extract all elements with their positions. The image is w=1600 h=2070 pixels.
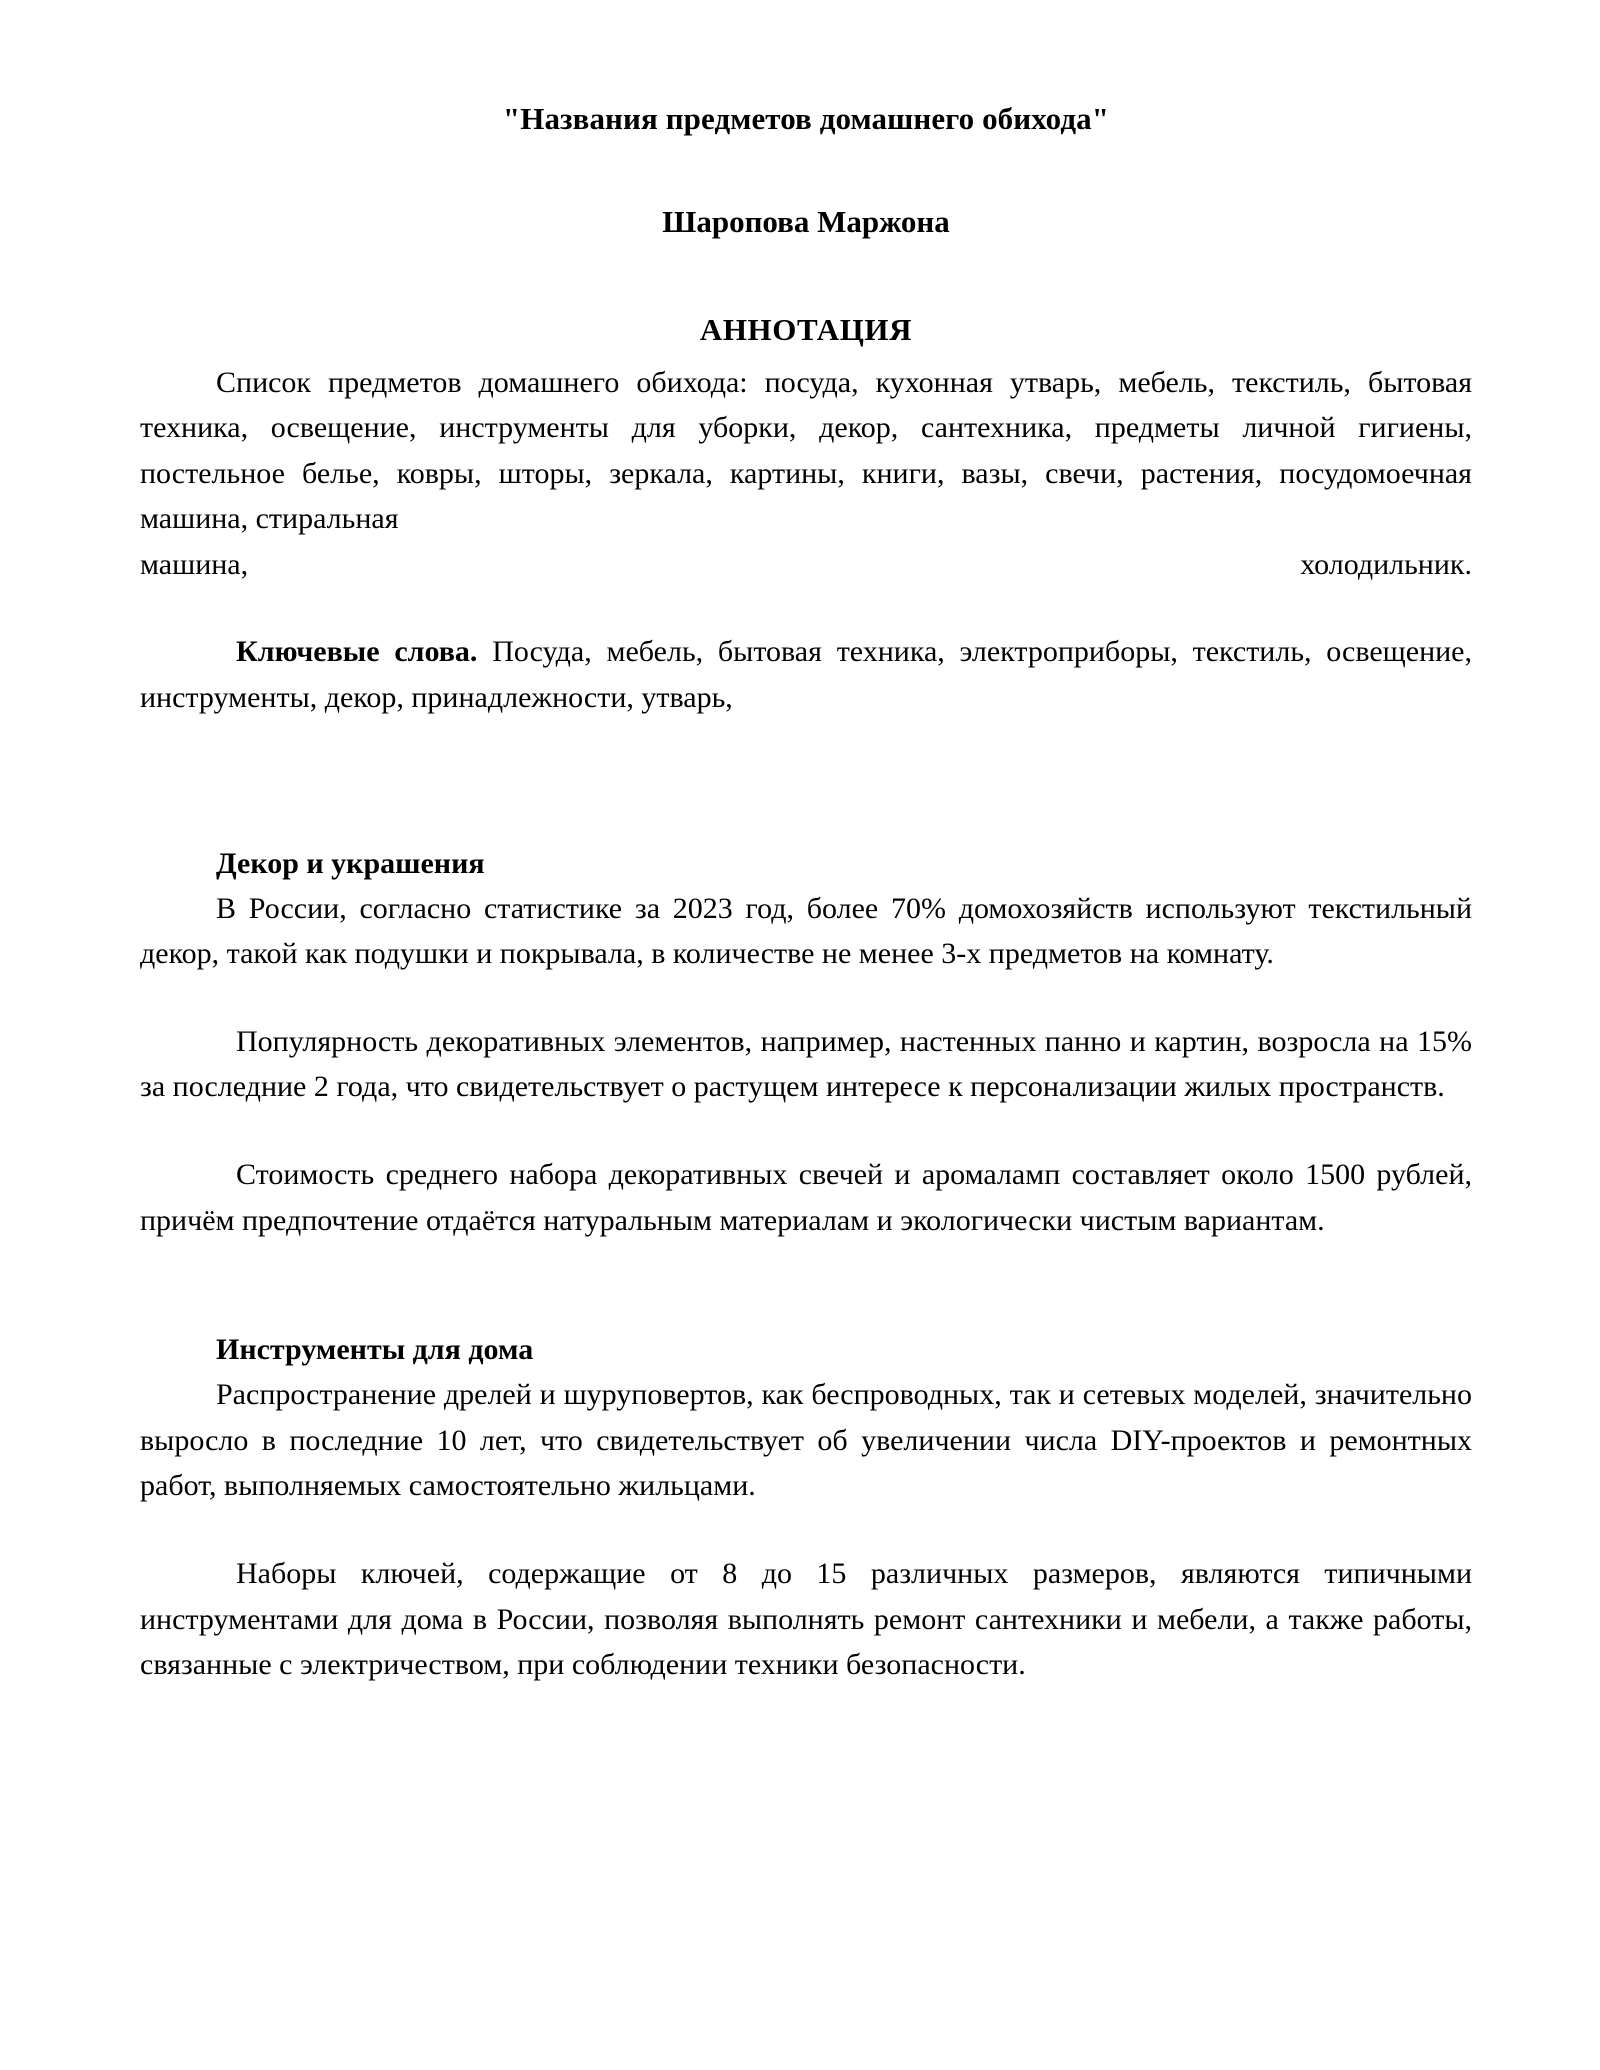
page-title: "Названия предметов домашнего обихода" <box>502 101 1110 136</box>
tools-paragraph-2: Наборы ключей, содержащие от 8 до 15 различных размеров, являются типичными инструментами для дома в России, позволяя выполнять ремонт сантехники и мебели, а также работы, связанные с электричеством, при соблюдении техники безопасности. <box>140 1557 1472 1682</box>
decor-paragraph-1: В России, согласно статистике за 2023 год, более 70% домохозяйств используют текстильный декор, такой как подушки и покрывала, в количестве не менее 3-х предметов на комнату. <box>140 891 1472 971</box>
abstract-paragraph: Список предметов домашнего обихода: посуда, кухонная утварь, мебель, текстиль, бытовая техника, освещение, инструменты для уборки, декор, сантехника, предметы личной гигиены, постельное белье, ковры, шторы, зеркала, картины, книги, вазы, свечи, растения, посудомоечная машина, стиральная <box>140 365 1472 536</box>
spacer <box>140 587 1472 629</box>
decor-paragraph-3: Стоимость среднего набора декоративных свечей и аромаламп составляет около 1500 рублей, причём предпочтение отдаётся натуральным материалам и экологически чистым вариантам. <box>140 1158 1472 1237</box>
spacer <box>140 1110 1472 1152</box>
abstract-last-line <box>140 542 1472 588</box>
spacer <box>140 1509 1472 1551</box>
spacer <box>140 1243 1472 1327</box>
tools-paragraph-1: Распространение дрелей и шуруповертов, как беспроводных, так и сетевых моделей, значительно выросло в последние 10 лет, что свидетельствует об увеличении числа DIY-проектов и ремонтных работ, выполняемых самостоятельно жильцами. <box>140 1378 1472 1503</box>
spacer <box>140 721 1472 841</box>
keywords-text: Посуда, мебель, бытовая техника, электроприборы, текстиль, освещение, инструменты, декор, принадлежности, утварь, <box>140 635 1473 715</box>
section-heading-decor: Декор и украшения <box>216 846 485 880</box>
decor-paragraph-2: Популярность декоративных элементов, например, настенных панно и картин, возросла на 15% за последние 2 года, что свидетельствует о растущем интересе к персонализации жилых пространств. <box>140 1024 1472 1104</box>
keywords-label: Ключевые слова. <box>236 635 478 669</box>
spacer <box>140 977 1472 1019</box>
abstract-last-line-left: машина, <box>140 547 249 581</box>
abstract-heading: АННОТАЦИЯ <box>699 312 913 347</box>
section-heading-tools: Инструменты для дома <box>216 1333 534 1367</box>
keywords-paragraph <box>140 629 1472 720</box>
abstract-last-line-right: холодильник. <box>1300 547 1472 581</box>
author-name: Шаропова Маржона <box>662 203 950 239</box>
